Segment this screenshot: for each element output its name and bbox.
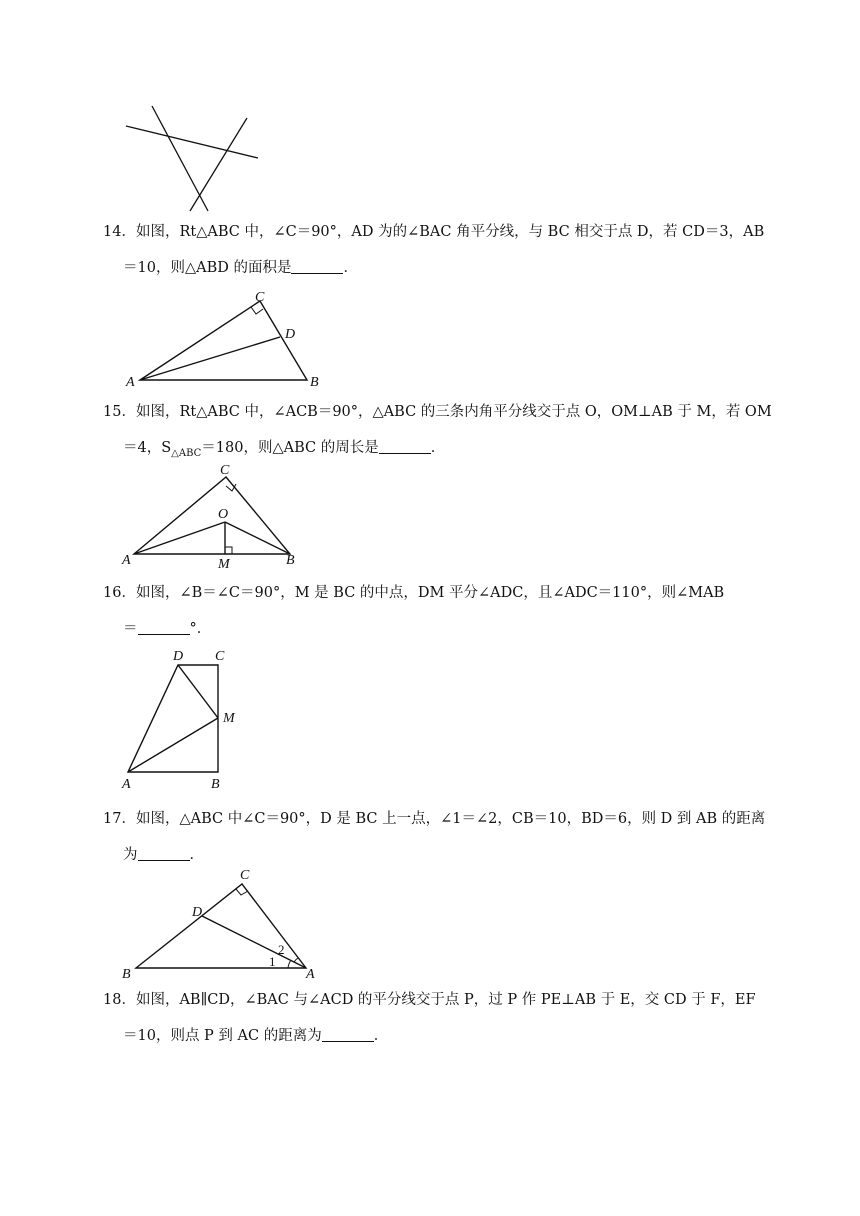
answer-blank[interactable] [322,1027,374,1042]
question-15-line-2 [103,438,763,464]
angle-label-2: 2 [278,942,285,957]
question-text: 如图，Rt△ABC 中，∠C＝90°，AD 为的∠BAC 角平分线，与 BC 相交于点 D，若 CD＝3，AB [135,224,765,240]
question-17 [103,809,766,865]
area-subscript: △ABC [171,447,202,459]
label-a: A [126,375,135,390]
answer-blank[interactable] [291,259,343,274]
label-d: D [192,905,203,920]
q14-triangle-svg [120,288,340,390]
question-text: ＝180，则△ABC 的周长是 [201,440,379,456]
figure-three-lines [120,100,265,215]
question-text: ＝ [123,621,138,637]
label-c: C [255,290,265,305]
question-16 [103,583,763,639]
figure-q15 [120,462,310,572]
bisector-bo [225,522,290,554]
segment-dm [178,665,218,718]
label-c: C [215,649,225,664]
question-15-line-1 [103,402,772,422]
answer-blank[interactable] [138,846,190,861]
figure-q16 [118,645,258,795]
three-lines-svg [120,100,265,215]
right-angle-mark-m [225,547,232,554]
angle-arc-1 [288,960,291,968]
label-b: B [286,553,295,568]
question-14 [103,222,763,278]
question-number: 14． [103,224,136,240]
label-b: B [310,375,319,390]
angle-label-1: 1 [269,954,276,969]
question-text: ＝10，则△ABD 的面积是 [123,260,292,276]
question-text: ＝4，S [123,440,172,456]
question-text: ． [343,260,358,276]
question-text: 为 [123,847,138,863]
question-17-line-1 [103,809,766,829]
quadrilateral-abcd [128,665,218,772]
label-d: D [285,327,296,342]
question-text: ． [189,847,204,863]
q17-triangle-svg [118,862,328,982]
question-text: 如图，∠B＝∠C＝90°，M 是 BC 的中点，DM 平分∠ADC，且∠ADC＝110°，则∠MAB [135,585,725,601]
angle-arc-2 [294,958,298,962]
label-o: O [218,507,229,522]
label-c: C [220,463,230,478]
label-c: C [240,868,250,883]
q15-triangle-svg [120,462,310,572]
label-b: B [122,967,131,982]
label-a: A [306,967,315,982]
question-text: 如图，AB∥CD，∠BAC 与∠ACD 的平分线交于点 P，过 P 作 PE⊥AB 于 E，交 CD 于 F，EF [135,992,756,1008]
question-number: 16． [103,585,136,601]
question-18 [103,990,763,1046]
line-3 [190,118,247,211]
right-angle-mark [251,307,263,314]
label-a: A [122,777,131,792]
figure-q17 [118,862,328,982]
answer-blank[interactable] [379,439,431,454]
question-16-line-1 [103,583,763,603]
label-m: M [218,557,230,572]
question-text: 如图，Rt△ABC 中，∠ACB＝90°，△ABC 的三条内角平分线交于点 O，OM⊥AB 于 M，若 OM [135,404,772,420]
question-15 [103,402,772,464]
label-m: M [223,711,235,726]
line-1 [126,126,258,158]
answer-blank[interactable] [138,620,190,635]
bisector-ao [134,522,225,554]
question-18-line-2 [103,1026,763,1046]
question-16-line-2 [103,619,763,639]
question-text: ． [373,1028,389,1044]
question-number: 17． [103,811,136,827]
q16-quadrilateral-svg [118,645,258,795]
question-text: °． [189,621,212,637]
question-text: ＝10，则点 P 到 AC 的距离为 [123,1028,322,1044]
label-b: B [211,777,220,792]
question-text: 如图，△ABC 中∠C＝90°，D 是 BC 上一点，∠1＝∠2，CB＝10，BD＝6，则 D 到 AB 的距离 [135,811,766,827]
question-14-line-2 [103,258,763,278]
label-d: D [173,649,184,664]
figure-q14 [120,288,340,390]
question-14-line-1 [103,222,763,242]
question-text: ． [430,440,446,456]
right-angle-mark-c [226,484,236,491]
triangle-abc [140,301,307,380]
question-number: 18． [103,992,136,1008]
bisector-ad [140,337,280,380]
question-18-line-1 [103,990,763,1010]
segment-am [128,718,218,772]
question-number: 15． [103,404,136,420]
label-a: A [122,553,131,568]
